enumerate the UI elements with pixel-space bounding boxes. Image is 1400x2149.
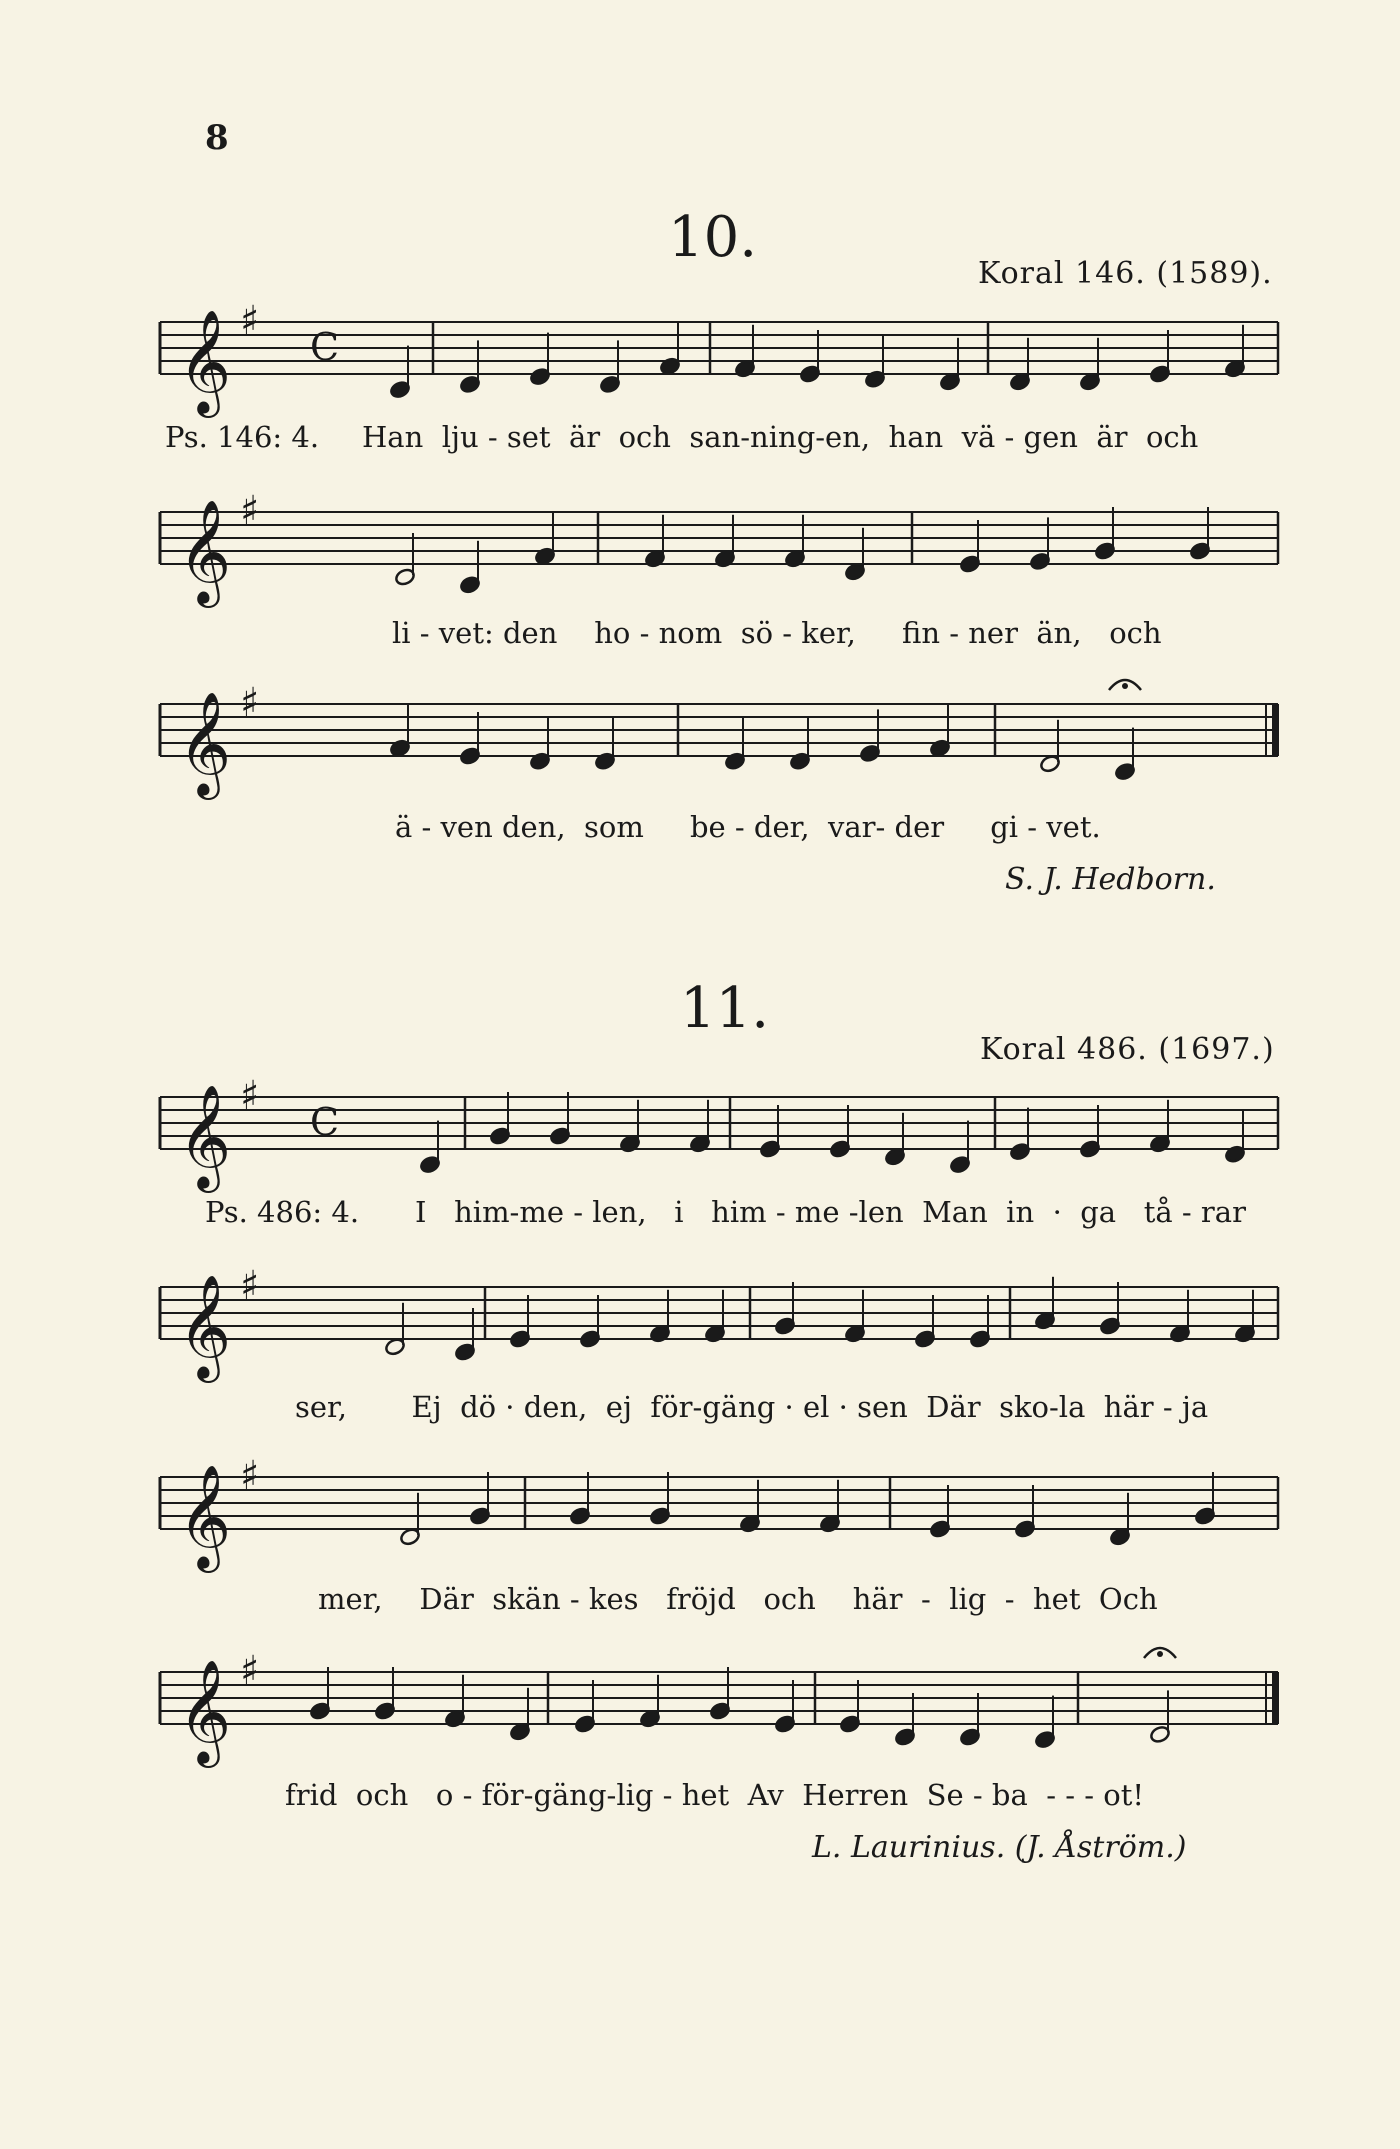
hymn-10-psalm-ref: Ps. 146: 4.	[165, 420, 320, 454]
hymn-10-lyrics-line-2: li - vet: den ho - nom sö - ker, fin - ner än, och	[392, 616, 1162, 650]
hymn-11-lyrics-line-4: frid och o - för-gäng-lig - het Av Herren Se - ba - - - ot!	[285, 1778, 1145, 1812]
hymn-10-staff-3	[0, 682, 1400, 822]
page-number: 8	[205, 118, 229, 158]
hymn-11-koral: Koral 486. (1697.)	[980, 1032, 1275, 1067]
sharp-icon: ♯	[240, 1263, 260, 1309]
hymn-10-author: S. J. Hedborn.	[1005, 862, 1216, 897]
treble-clef-icon: 𝄞	[178, 691, 232, 796]
sharp-icon: ♯	[240, 680, 260, 726]
hymn-11-number: 11.	[680, 976, 770, 1041]
hymn-11-psalm-ref: Ps. 486: 4.	[205, 1195, 360, 1229]
hymn-10-lyrics-line-1: Han lju - set är och san-ning-en, han vä - gen är och	[362, 420, 1199, 454]
treble-clef-icon: 𝄞	[178, 1274, 232, 1379]
hymn-11-staff-1	[0, 1075, 1400, 1215]
hymn-10-lyrics-line-3: ä - ven den, som be - der, var- der gi - vet.	[395, 810, 1101, 844]
hymn-10-number: 10.	[668, 205, 758, 270]
hymn-10-staff-2	[0, 490, 1400, 630]
treble-clef-icon: 𝄞	[178, 499, 232, 604]
treble-clef-icon: 𝄞	[178, 1464, 232, 1569]
treble-clef-icon: 𝄞	[178, 309, 232, 414]
final-bar-thick	[1272, 704, 1279, 756]
final-bar-thick	[1272, 1672, 1279, 1724]
hymn-11-staff-2	[0, 1265, 1400, 1405]
common-time-icon: C	[310, 1100, 340, 1144]
sharp-icon: ♯	[240, 1453, 260, 1499]
hymn-10-staff-1	[0, 300, 1400, 440]
common-time-icon: C	[310, 325, 340, 369]
hymn-11-lyrics-line-1: I him-me - len, i him - me -len Man in · ga tå - rar	[415, 1195, 1246, 1229]
hymn-11-staff-4	[0, 1650, 1400, 1790]
hymn-11-staff-3	[0, 1455, 1400, 1595]
sharp-icon: ♯	[240, 1073, 260, 1119]
hymn-11-lyrics-line-2: ser, Ej dö · den, ej för-gäng · el · sen Där sko-la här - ja	[295, 1390, 1209, 1424]
sharp-icon: ♯	[240, 488, 260, 534]
sharp-icon: ♯	[240, 298, 260, 344]
hymn-10-koral: Koral 146. (1589).	[978, 256, 1273, 291]
fermata-dot	[1157, 1651, 1163, 1657]
treble-clef-icon: 𝄞	[178, 1659, 232, 1764]
treble-clef-icon: 𝄞	[178, 1084, 232, 1189]
fermata-dot	[1122, 683, 1128, 689]
hymn-11-author: L. Laurinius. (J. Åström.)	[812, 1830, 1187, 1865]
sharp-icon: ♯	[240, 1648, 260, 1694]
hymn-11-lyrics-line-3: mer, Där skän - kes fröjd och här - lig - het Och	[318, 1582, 1158, 1616]
